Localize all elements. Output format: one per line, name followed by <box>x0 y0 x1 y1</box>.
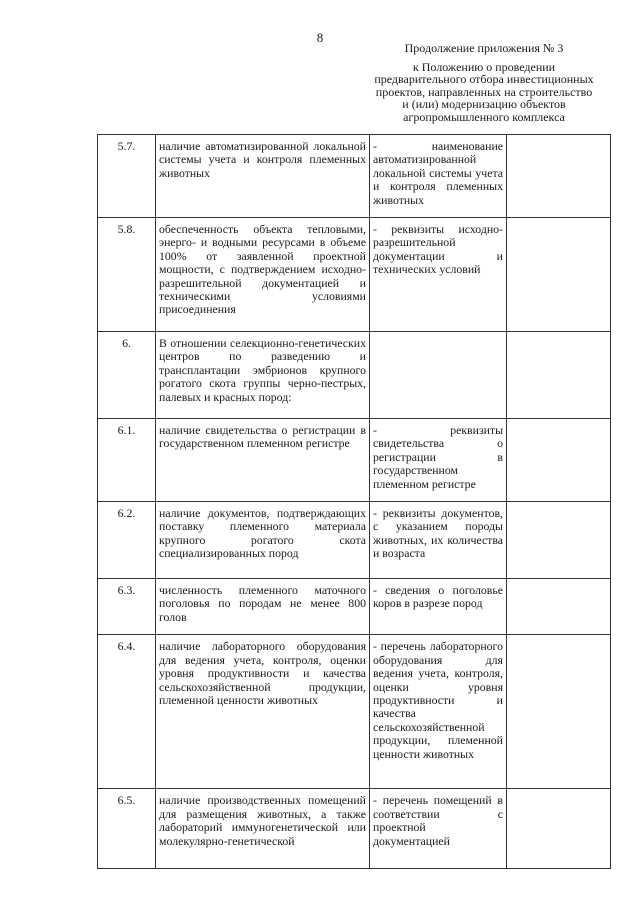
appendix-title: Продолжение приложения № 3 <box>404 41 564 55</box>
documents-cell: - реквизиты свидетельства о регистрации в государственном племенном регистре <box>370 419 507 502</box>
table-row <box>98 135 611 218</box>
note-cell <box>507 135 611 218</box>
criterion-cell: наличие документов, подтверждающих поставку племенного материала крупного рогатого скота специализированных пород <box>156 502 370 579</box>
row-number: 6.1. <box>98 419 156 502</box>
note-cell <box>507 332 611 419</box>
page-number: 8 <box>316 30 324 45</box>
table-row <box>98 635 611 789</box>
note-cell <box>507 502 611 579</box>
table-row <box>98 579 611 635</box>
table-row <box>98 502 611 579</box>
documents-cell: - наименование автоматизированной локальной системы учета и контроля племенных животных <box>370 135 507 218</box>
documents-cell: - перечень лабораторного оборудования для ведения учета, контроля, оценки уровня продуктивности и качества сельскохозяйственной продукции, племенной ценности животных <box>370 635 507 789</box>
criterion-cell: наличие лабораторного оборудования для ведения учета, контроля, оценки уровня продуктивности и качества сельскохозяйственной продукции, племенной ценности животных <box>156 635 370 789</box>
documents-cell: - реквизиты документов, с указанием породы животных, их количества и возраста <box>370 502 507 579</box>
note-cell <box>507 579 611 635</box>
row-number: 6. <box>98 332 156 419</box>
documents-cell: - сведения о поголовье коров в разрезе пород <box>370 579 507 635</box>
criterion-cell: В отношении селекционно-генетических центров по разведению и трансплантации эмбрионов крупного рогатого скота группы черно-пестрых, палевых и красных пород: <box>156 332 370 419</box>
appendix-reference: к Положению о проведении предварительного отбора инвестиционных проектов, направленных на строительство и (или) модернизацию объектов агропромышленного комплекса <box>374 59 594 124</box>
note-cell <box>507 789 611 869</box>
table-row <box>98 332 611 419</box>
note-cell <box>507 218 611 332</box>
criterion-cell: наличие свидетельства о регистрации в государственном племенном регистре <box>156 419 370 502</box>
appendix-header <box>374 42 594 123</box>
table-row <box>98 419 611 502</box>
documents-cell <box>370 332 507 419</box>
criterion-cell: наличие производственных помещений для размещения животных, а также лабораторий иммуногенетической или молекулярно-генетической <box>156 789 370 869</box>
row-number: 6.5. <box>98 789 156 869</box>
row-number: 6.2. <box>98 502 156 579</box>
row-number: 5.7. <box>98 135 156 218</box>
table-row <box>98 218 611 332</box>
criteria-table <box>97 134 611 869</box>
note-cell <box>507 419 611 502</box>
note-cell <box>507 635 611 789</box>
row-number: 5.8. <box>98 218 156 332</box>
row-number: 6.3. <box>98 579 156 635</box>
criterion-cell: численность племенного маточного поголовья по породам не менее 800 голов <box>156 579 370 635</box>
row-number: 6.4. <box>98 635 156 789</box>
criterion-cell: наличие автоматизированной локальной системы учета и контроля племенных животных <box>156 135 370 218</box>
documents-cell: - реквизиты исходно-разрешительной документации и технических условий <box>370 218 507 332</box>
criterion-cell: обеспеченность объекта тепловыми, энерго- и водными ресурсами в объеме 100% от заявленной проектной мощности, с подтверждением исходно-разрешительной документацией и техническими условиями присоединения <box>156 218 370 332</box>
table-row <box>98 789 611 869</box>
documents-cell: - перечень помещений в соответствии с проектной документацией <box>370 789 507 869</box>
